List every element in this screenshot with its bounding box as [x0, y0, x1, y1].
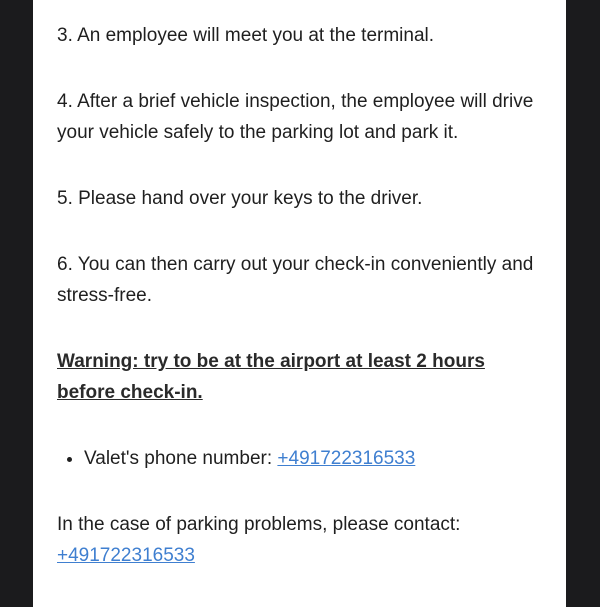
valet-phone-label: Valet's phone number: [84, 448, 278, 469]
step-4-text: 4. After a brief vehicle inspection, the employee will drive your vehicle safely to the parking lot and park it. [57, 91, 534, 143]
instructions-content [57, 20, 547, 606]
valet-phone-link[interactable]: +491722316533 [277, 448, 416, 469]
contact-paragraph [57, 509, 547, 571]
window-frame-right [566, 0, 600, 607]
email-body [33, 0, 566, 607]
contact-phone-link[interactable]: +491722316533 [57, 545, 195, 566]
contact-label: In the case of parking problems, please contact: [57, 514, 461, 535]
valet-phone-item [84, 443, 547, 474]
warning-text: Warning: try to be at the airport at least 2 hours before check-in. [57, 351, 485, 403]
step-6-text: 6. You can then carry out your check-in conveniently and stress-free. [57, 254, 534, 306]
step-5-text: 5. Please hand over your keys to the driver. [57, 188, 423, 209]
window-frame-left [0, 0, 33, 607]
step-3-text: 3. An employee will meet you at the terminal. [57, 25, 435, 46]
valet-list [57, 443, 547, 474]
